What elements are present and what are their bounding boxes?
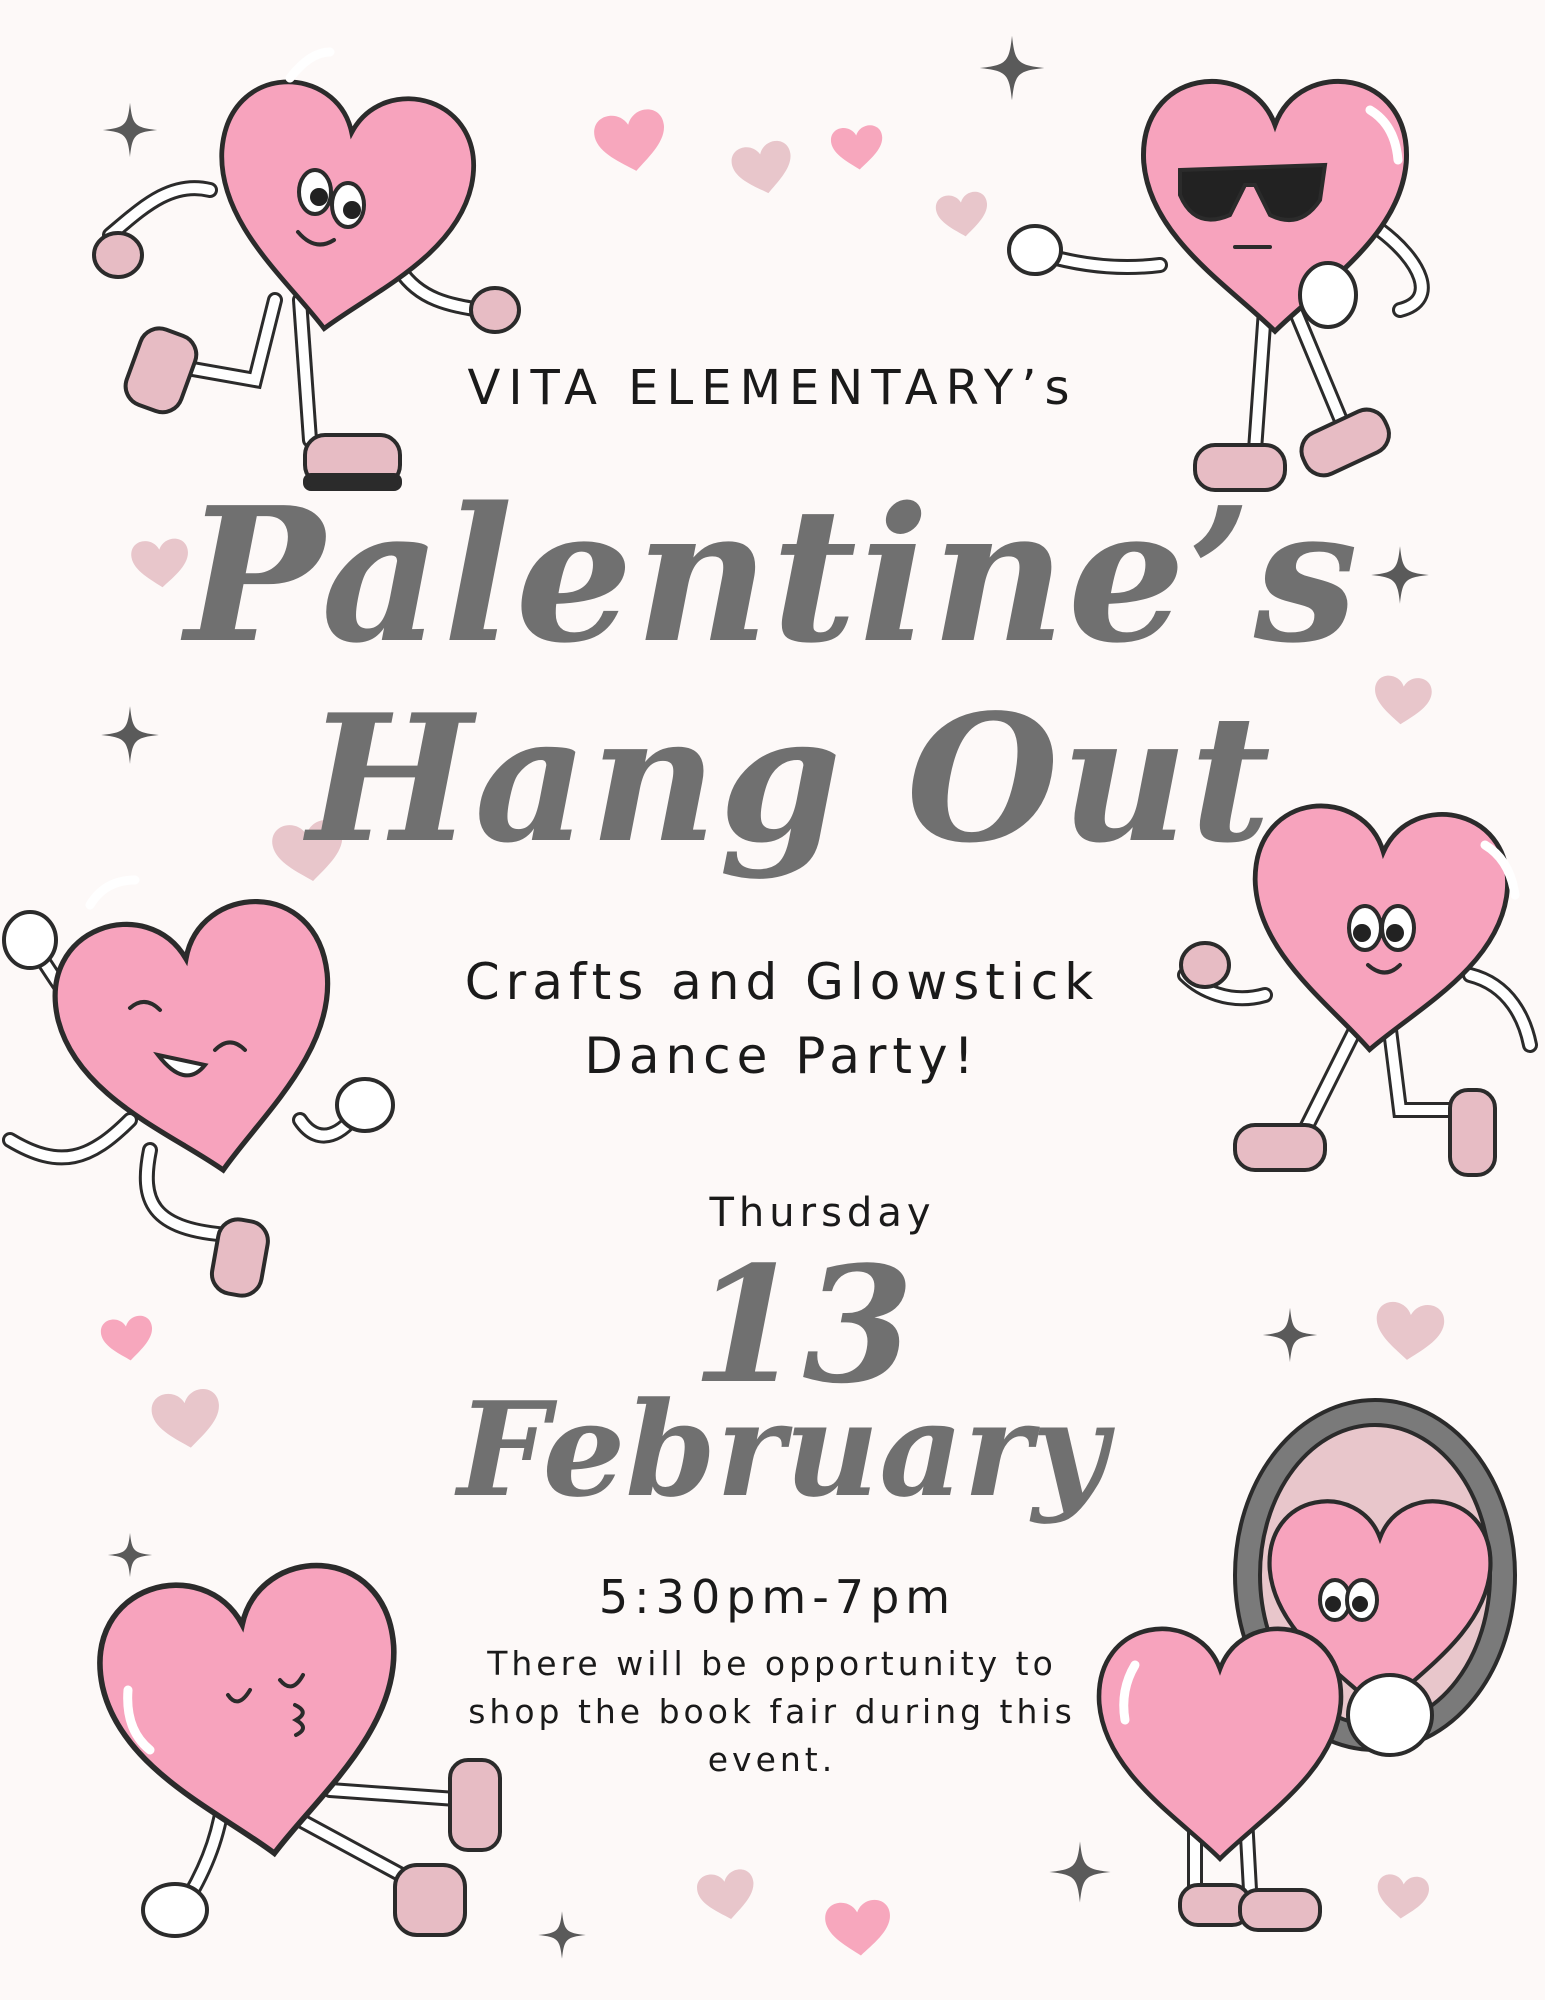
event-title-line1: Palentine’s — [185, 466, 1360, 684]
small-heart-icon — [729, 138, 798, 199]
sparkle-icon — [980, 36, 1045, 101]
event-weekday: Thursday — [709, 1190, 936, 1236]
event-activity: Crafts and Glowstick Dance Party! — [464, 953, 1100, 1085]
heart-character-icon — [1009, 81, 1422, 490]
event-note: There will be opportunity to shop the book fair during this event. — [468, 1644, 1076, 1779]
small-heart-icon — [1375, 1873, 1430, 1920]
school-name: VITA ELEMENTARY’s — [467, 360, 1078, 416]
small-heart-icon — [695, 1867, 759, 1924]
event-title-line2: Hang Out — [307, 677, 1273, 882]
event-day: 13 — [691, 1231, 914, 1419]
event-month: February — [457, 1373, 1108, 1526]
event-time: 5:30pm-7pm — [598, 1570, 957, 1624]
heart-character-icon — [94, 52, 519, 489]
small-heart-icon — [824, 1899, 893, 1959]
sparkle-icon — [1049, 1841, 1110, 1902]
small-heart-icon — [830, 124, 886, 172]
small-heart-icon — [591, 107, 670, 177]
sparkle-icon — [538, 1911, 586, 1959]
sparkle-icon — [103, 103, 157, 157]
small-heart-icon — [934, 190, 991, 240]
